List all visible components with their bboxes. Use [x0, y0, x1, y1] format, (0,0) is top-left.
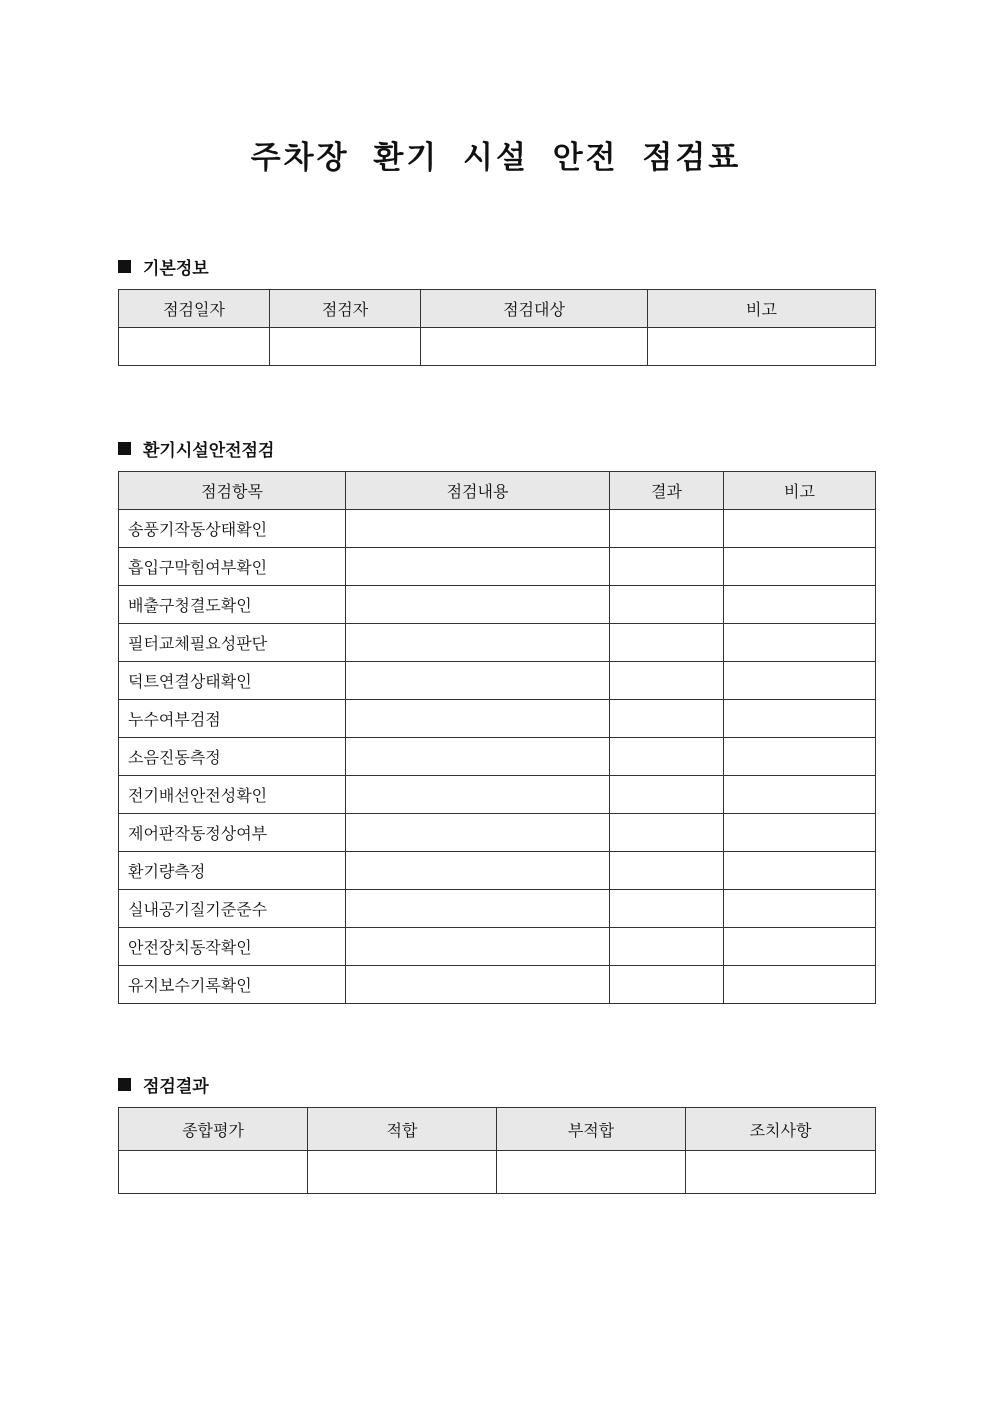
result-cell[interactable] — [610, 510, 724, 548]
header-inspection-target: 점검대상 — [421, 290, 648, 328]
remarks-cell[interactable] — [724, 738, 876, 776]
content-cell[interactable] — [346, 586, 610, 624]
table-header-row — [119, 290, 876, 328]
result-cell[interactable] — [610, 586, 724, 624]
content-cell[interactable] — [346, 890, 610, 928]
inspection-item: 안전장치동작확인 — [119, 928, 346, 966]
inspection-item: 전기배선안전성확인 — [119, 776, 346, 814]
content-cell[interactable] — [346, 776, 610, 814]
header-action-items: 조치사항 — [686, 1108, 876, 1151]
inspection-item: 필터교체필요성판단 — [119, 624, 346, 662]
header-inspection-date: 점검일자 — [119, 290, 270, 328]
header-compliant: 적합 — [308, 1108, 497, 1151]
header-inspection-content: 점검내용 — [346, 472, 610, 510]
table-row — [119, 852, 876, 890]
table-row — [119, 1151, 876, 1194]
square-bullet-icon — [118, 260, 131, 273]
remarks-cell[interactable] — [724, 966, 876, 1004]
header-remarks: 비고 — [648, 290, 876, 328]
inspection-item: 덕트연결상태확인 — [119, 662, 346, 700]
section-heading-label: 기본정보 — [143, 259, 209, 279]
content-cell[interactable] — [346, 662, 610, 700]
inspection-item: 환기량측정 — [119, 852, 346, 890]
remarks-cell[interactable] — [648, 328, 876, 366]
inspection-item: 배출구청결도확인 — [119, 586, 346, 624]
inspection-item: 유지보수기록확인 — [119, 966, 346, 1004]
header-overall-evaluation: 종합평가 — [119, 1108, 308, 1151]
content-cell[interactable] — [346, 700, 610, 738]
inspection-item: 송풍기작동상태확인 — [119, 510, 346, 548]
square-bullet-icon — [118, 442, 131, 455]
table-row — [119, 548, 876, 586]
remarks-cell[interactable] — [724, 776, 876, 814]
result-cell[interactable] — [610, 700, 724, 738]
result-cell[interactable] — [610, 890, 724, 928]
table-row — [119, 928, 876, 966]
content-cell[interactable] — [346, 966, 610, 1004]
remarks-cell[interactable] — [724, 700, 876, 738]
remarks-cell[interactable] — [724, 928, 876, 966]
content-cell[interactable] — [346, 928, 610, 966]
content-cell[interactable] — [346, 548, 610, 586]
content-cell[interactable] — [346, 852, 610, 890]
section-heading-basic — [118, 254, 209, 279]
table-row — [119, 510, 876, 548]
section-heading-label: 점검결과 — [143, 1077, 209, 1097]
inspection-item: 흡입구막힘여부확인 — [119, 548, 346, 586]
result-cell[interactable] — [610, 966, 724, 1004]
page-title: 주차장 환기 시설 안전 점검표 — [250, 140, 742, 176]
remarks-cell[interactable] — [724, 890, 876, 928]
compliant-cell[interactable] — [308, 1151, 497, 1194]
result-cell[interactable] — [610, 624, 724, 662]
content-cell[interactable] — [346, 624, 610, 662]
table-row — [119, 328, 876, 366]
remarks-cell[interactable] — [724, 510, 876, 548]
inspection-target-cell[interactable] — [421, 328, 648, 366]
basic-info-table — [118, 289, 876, 366]
content-cell[interactable] — [346, 814, 610, 852]
header-result: 결과 — [610, 472, 724, 510]
remarks-cell[interactable] — [724, 662, 876, 700]
inspection-item: 누수여부검점 — [119, 700, 346, 738]
table-row — [119, 776, 876, 814]
inspector-cell[interactable] — [270, 328, 421, 366]
inspection-item: 실내공기질기준준수 — [119, 890, 346, 928]
content-cell[interactable] — [346, 510, 610, 548]
overall-evaluation-cell[interactable] — [119, 1151, 308, 1194]
content-cell[interactable] — [346, 738, 610, 776]
result-cell[interactable] — [610, 852, 724, 890]
section-heading-inspection — [118, 436, 274, 461]
remarks-cell[interactable] — [724, 548, 876, 586]
section-heading-result — [118, 1072, 209, 1097]
table-row — [119, 890, 876, 928]
table-row — [119, 966, 876, 1004]
result-cell[interactable] — [610, 928, 724, 966]
remarks-cell[interactable] — [724, 814, 876, 852]
remarks-cell[interactable] — [724, 586, 876, 624]
table-row — [119, 814, 876, 852]
inspection-item: 소음진동측정 — [119, 738, 346, 776]
table-row — [119, 586, 876, 624]
inspection-date-cell[interactable] — [119, 328, 270, 366]
table-header-row — [119, 1108, 876, 1151]
table-row — [119, 738, 876, 776]
table-row — [119, 700, 876, 738]
inspection-table — [118, 471, 876, 1004]
table-row — [119, 662, 876, 700]
noncompliant-cell[interactable] — [497, 1151, 686, 1194]
result-table — [118, 1107, 876, 1194]
result-cell[interactable] — [610, 662, 724, 700]
result-cell[interactable] — [610, 776, 724, 814]
result-cell[interactable] — [610, 738, 724, 776]
inspection-item: 제어판작동정상여부 — [119, 814, 346, 852]
table-row — [119, 624, 876, 662]
table-header-row — [119, 472, 876, 510]
header-inspector: 점검자 — [270, 290, 421, 328]
result-cell[interactable] — [610, 548, 724, 586]
header-remarks: 비고 — [724, 472, 876, 510]
action-items-cell[interactable] — [686, 1151, 876, 1194]
header-noncompliant: 부적합 — [497, 1108, 686, 1151]
result-cell[interactable] — [610, 814, 724, 852]
remarks-cell[interactable] — [724, 624, 876, 662]
square-bullet-icon — [118, 1078, 131, 1091]
remarks-cell[interactable] — [724, 852, 876, 890]
header-inspection-item: 점검항목 — [119, 472, 346, 510]
section-heading-label: 환기시설안전점검 — [143, 441, 275, 461]
